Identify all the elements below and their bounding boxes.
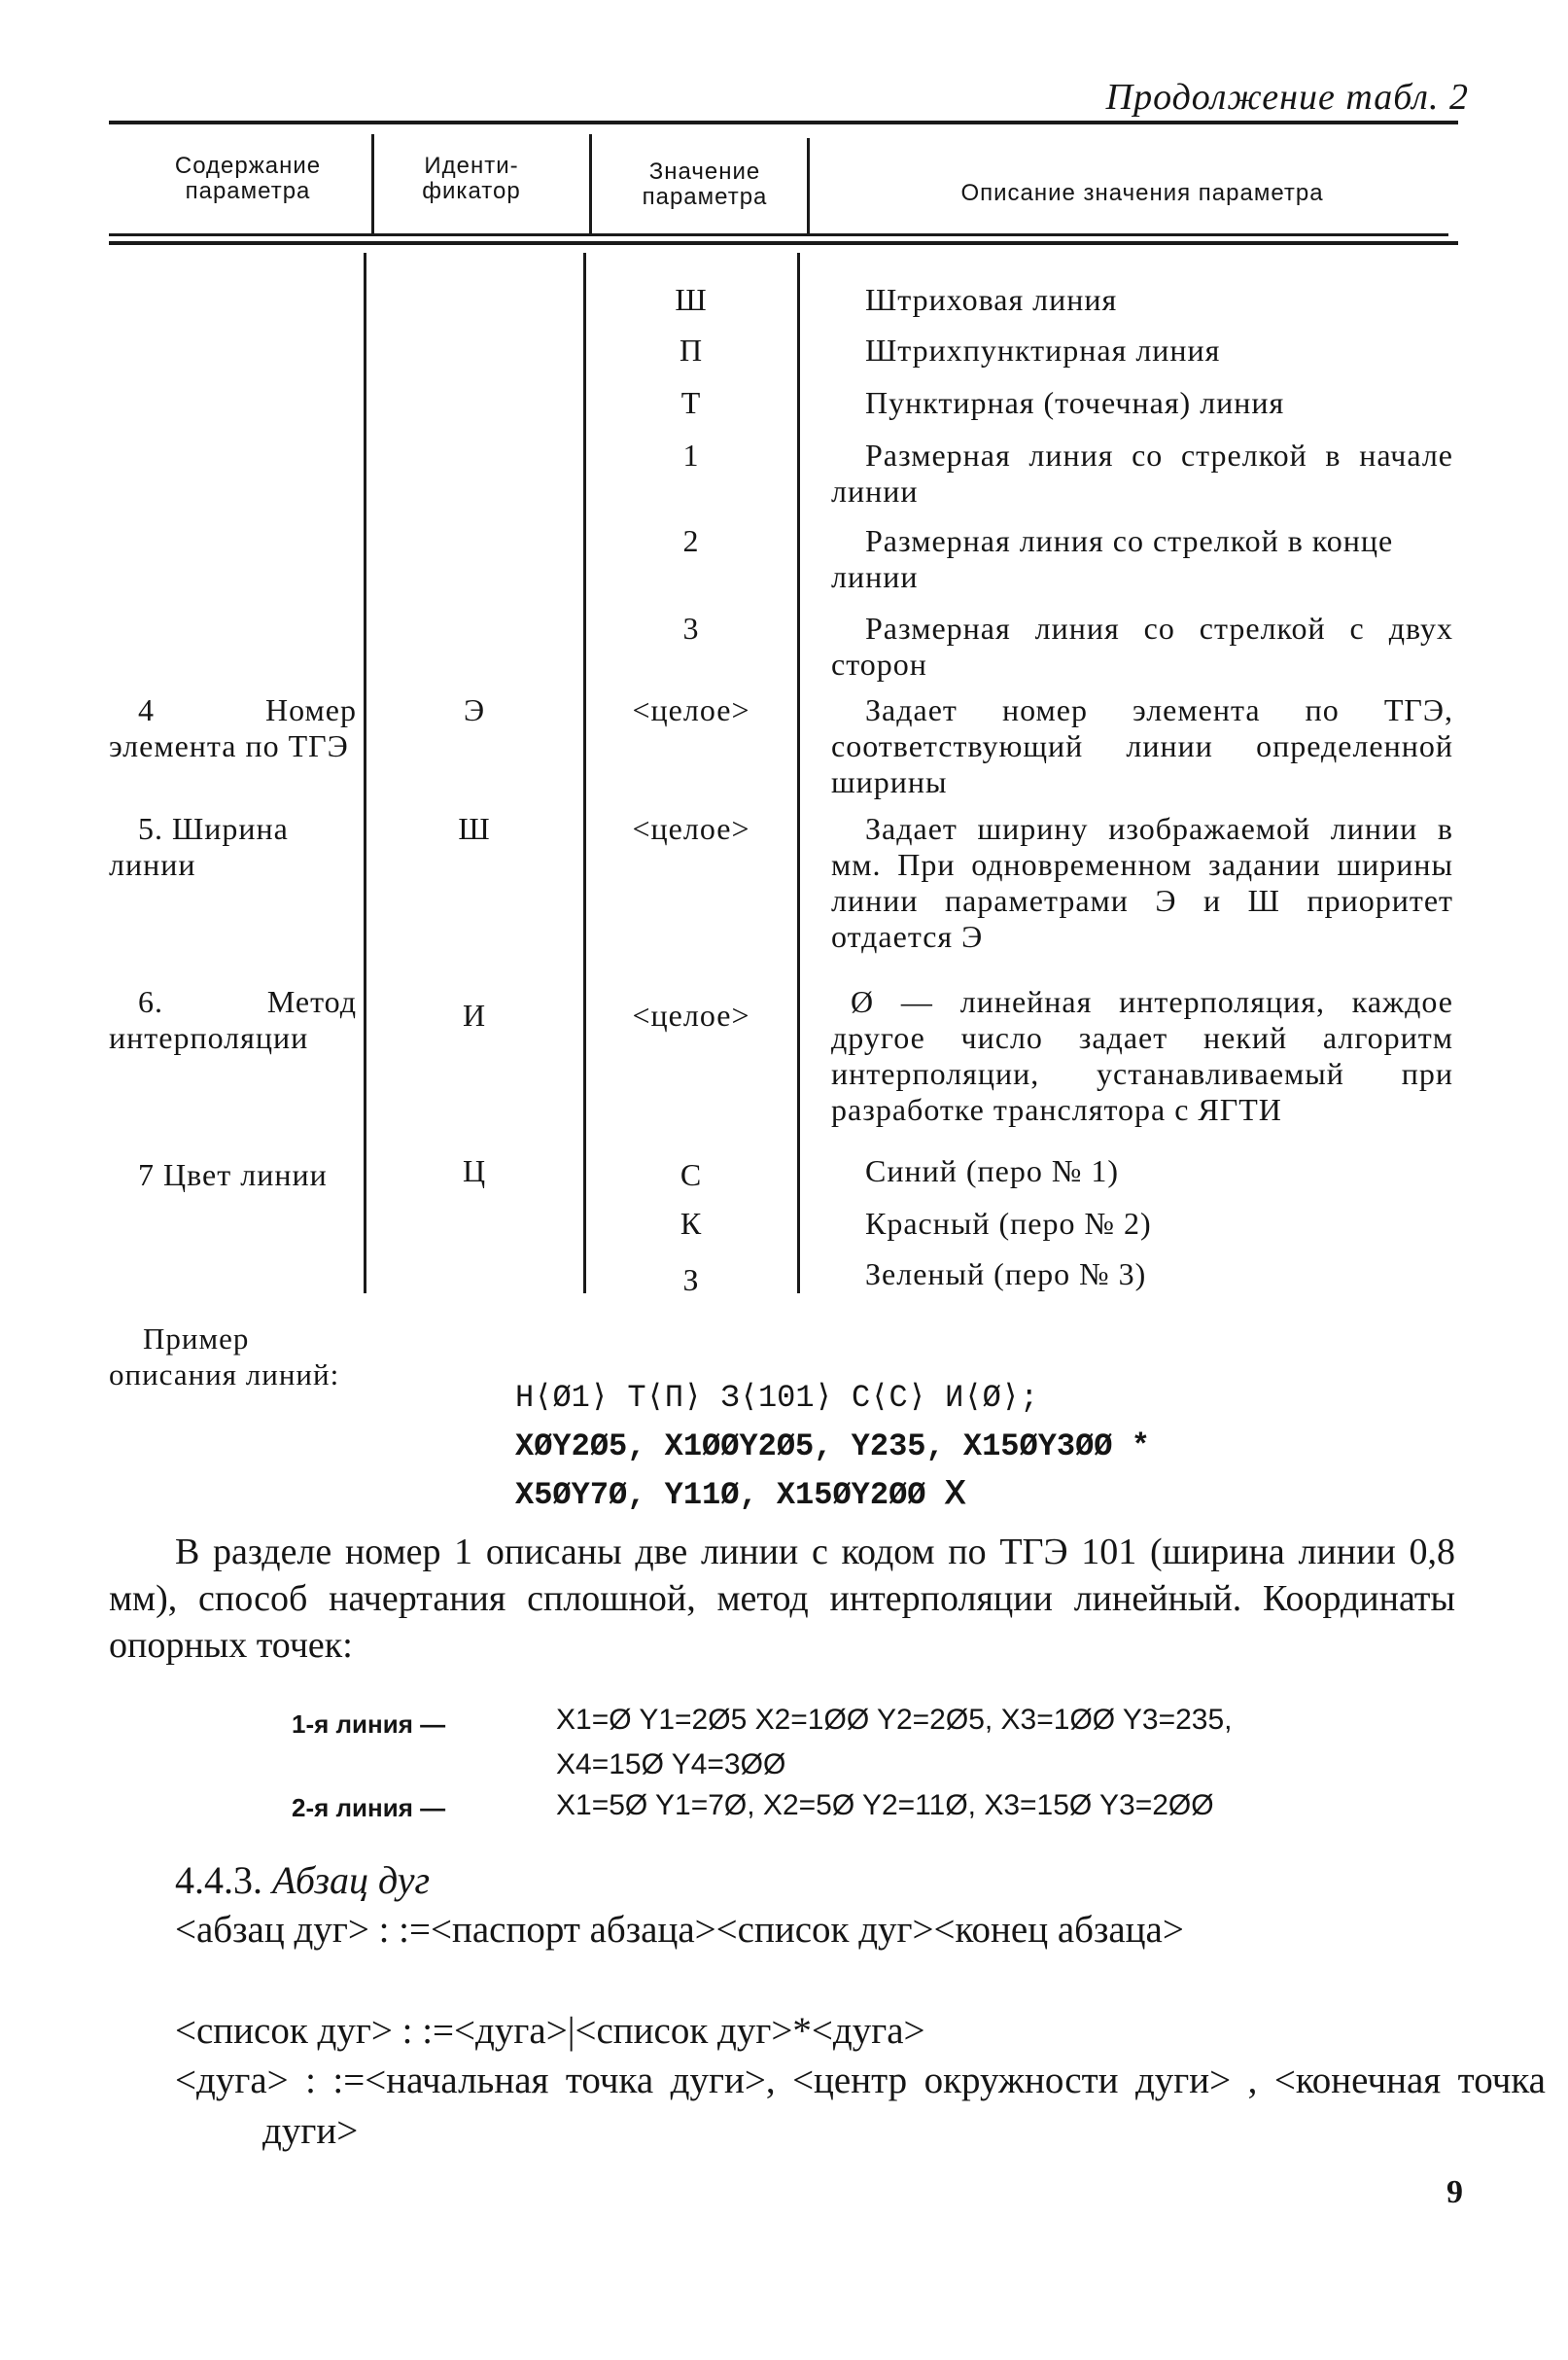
value-cell: Т: [680, 385, 702, 420]
example-code-line-1: Н⟨Ø1⟩ Т⟨П⟩ З⟨101⟩ С⟨С⟩ И⟨Ø⟩;: [515, 1380, 1039, 1416]
header-bottom-rule: [109, 233, 1448, 236]
grammar-rule-2: <список дуг> : :=<дуга>|<список дуг>*<дуга>: [175, 2010, 925, 2052]
table-top-rule: [109, 121, 1458, 124]
desc-cell: Ø — линейная интерполяция, каждое другое число задает некий алгоритм интерполяции, устанавливаемый при разработке транслятора с ЯГТИ: [831, 984, 1453, 1127]
identifier-cell: И: [462, 998, 487, 1033]
grammar-rule-3: <дуга> : :=<начальная точка дуги>, <центр окружности дуги> , <конечная точка дуги>: [175, 2060, 1546, 2152]
desc-cell: Красный (перо № 2): [865, 1206, 1152, 1241]
value-cell: <целое>: [632, 811, 750, 846]
coords-line2: X1=5Ø Y1=7Ø, X2=5Ø Y2=11Ø, X3=15Ø Y3=2ØØ: [556, 1789, 1214, 1821]
page-number: 9: [1446, 2174, 1463, 2210]
value-cell: 1: [682, 438, 700, 473]
header-divider-1: [371, 134, 374, 233]
identifier-cell: Ш: [458, 811, 491, 846]
value-cell: 3: [682, 611, 700, 646]
header-divider-3: [807, 138, 810, 233]
header-divider-2: [589, 134, 592, 233]
desc-cell: Синий (перо № 1): [865, 1153, 1120, 1188]
value-cell: Ш: [675, 282, 708, 317]
example-code-line-2: XØY2Ø5, X1ØØY2Ø5, Y235, X15ØY3ØØ *: [515, 1428, 1150, 1464]
value-cell: П: [679, 333, 704, 368]
header-description: Описание значения параметра: [960, 180, 1324, 206]
header-bottom-rule-2: [109, 241, 1458, 245]
section-heading: [175, 1857, 430, 1903]
value-cell: 2: [682, 523, 700, 558]
header-value: Значение параметра: [642, 159, 768, 210]
running-head: Продолжение табл. 2: [1105, 77, 1469, 118]
identifier-cell: Ц: [462, 1153, 487, 1188]
coords-line1-label: 1-я линия —: [292, 1709, 446, 1739]
section-number: 4.4.3.: [175, 1858, 262, 1902]
example-code-line-3: X5ØY7Ø, Y11Ø, X15ØY2ØØ ꓫ: [515, 1477, 966, 1513]
value-cell: <целое>: [632, 998, 750, 1033]
desc-cell: Зеленый (перо № 3): [865, 1256, 1147, 1291]
coords-line2-label: 2-я линия —: [292, 1793, 446, 1822]
body-paragraph: В разделе номер 1 описаны две линии с кодом по ТГЭ 101 (ширина линии 0,8 мм), способ начертания сплошной, метод интерполяции линейный. Координаты опорных точек:: [109, 1532, 1455, 1666]
grammar-rule-1: <абзац дуг> : :=<паспорт абзаца><список дуг><конец абзаца>: [175, 1909, 1184, 1951]
desc-cell: Штрихпунктирная линия: [865, 333, 1221, 368]
value-cell: С: [679, 1157, 703, 1192]
value-cell: К: [679, 1206, 703, 1241]
value-cell: З: [682, 1262, 700, 1297]
coords-line1-a: X1=Ø Y1=2Ø5 X2=1ØØ Y2=2Ø5, X3=1ØØ Y3=235,: [556, 1704, 1233, 1736]
value-cell: <целое>: [632, 692, 750, 727]
body-divider-1: [364, 253, 366, 1293]
desc-cell: Размерная линия со стрелкой в начале линии: [831, 438, 1453, 509]
param-cell: 6. Метод интерполяции: [109, 984, 357, 1055]
desc-cell: Штриховая линия: [865, 282, 1118, 317]
desc-cell: Размерная линия со стрелкой с двух сторон: [831, 611, 1453, 682]
section-title: Абзац дуг: [272, 1858, 431, 1902]
coords-line1-b: X4=15Ø Y4=3ØØ: [556, 1748, 786, 1780]
header-identifier: Иденти-фикатор: [422, 153, 521, 204]
desc-cell: Задает ширину изображаемой линии в мм. При одновременном задании ширины линии параметрами Э и Ш приоритет отдается Э: [831, 811, 1453, 954]
desc-cell: Размерная линия со стрелкой в конце линии: [831, 523, 1394, 594]
param-cell: 5. Ширина линии: [109, 811, 289, 882]
desc-cell: Пунктирная (точечная) линия: [865, 385, 1285, 420]
param-cell: 4 Номер элемента по ТГЭ: [109, 692, 357, 763]
body-divider-3: [797, 253, 800, 1293]
param-cell: 7 Цвет линии: [138, 1157, 328, 1192]
example-label: Пример описания линий:: [109, 1321, 340, 1391]
identifier-cell: Э: [463, 692, 486, 727]
header-param: Содержание параметра: [174, 153, 322, 204]
desc-cell: Задает номер элемента по ТГЭ, соответствующий линии определенной ширины: [831, 692, 1453, 799]
